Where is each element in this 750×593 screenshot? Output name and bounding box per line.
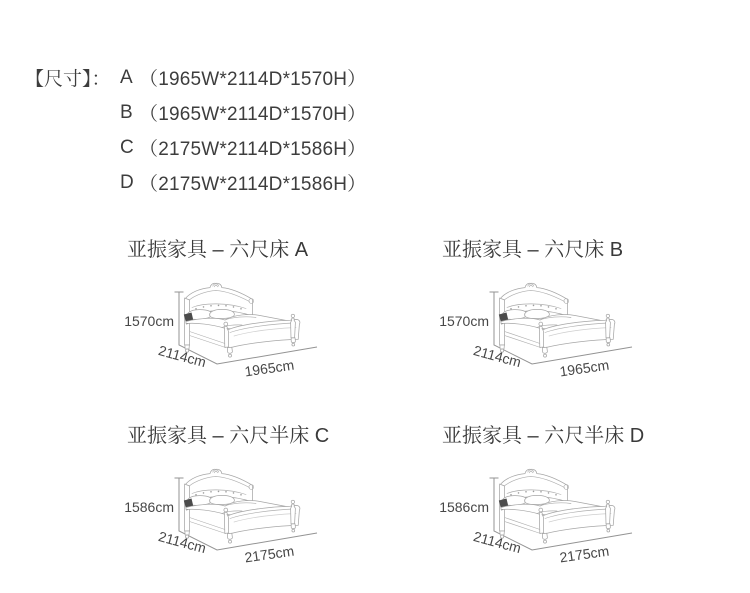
size-spec-list (25, 60, 366, 200)
bed-diagram-a (122, 270, 332, 385)
figure-title-a: 亚振家具 – 六尺床 A (127, 239, 309, 261)
depth-dimension-label: 2114cm (471, 342, 523, 371)
spec-letter: C (120, 136, 134, 158)
spec-value: （1965W*2114D*1570H） (139, 104, 367, 125)
height-dimension-label: 1586cm (439, 499, 489, 515)
spec-value: （2175W*2114D*1586H） (139, 139, 367, 160)
figure-title-b: 亚振家具 – 六尺床 B (442, 239, 624, 261)
depth-dimension-label: 2114cm (156, 528, 208, 557)
width-dimension-label: 2175cm (243, 542, 296, 566)
figure-title-c: 亚振家具 – 六尺半床 C (127, 425, 330, 447)
width-dimension-label: 1965cm (243, 356, 296, 380)
spec-row-b (25, 95, 366, 130)
spec-letter: B (120, 101, 133, 123)
spec-row-c (25, 130, 366, 165)
height-dimension-label: 1570cm (124, 313, 174, 329)
spec-letter: A (120, 66, 133, 88)
width-dimension-label: 1965cm (558, 356, 611, 380)
spec-row-a (25, 60, 366, 95)
spec-prefix: 【尺寸】： (25, 69, 111, 90)
bed-diagram-d (437, 456, 647, 571)
height-dimension-label: 1586cm (124, 499, 174, 515)
spec-value: （2175W*2114D*1586H） (139, 174, 367, 195)
width-dimension-label: 2175cm (558, 542, 611, 566)
spec-row-d (25, 165, 366, 200)
depth-dimension-label: 2114cm (471, 528, 523, 557)
spec-letter: D (120, 171, 134, 193)
bed-diagram-b (437, 270, 647, 385)
depth-dimension-label: 2114cm (156, 342, 208, 371)
bed-diagram-c (122, 456, 332, 571)
spec-value: （1965W*2114D*1570H） (139, 69, 367, 90)
height-dimension-label: 1570cm (439, 313, 489, 329)
figure-title-d: 亚振家具 – 六尺半床 D (442, 425, 645, 447)
